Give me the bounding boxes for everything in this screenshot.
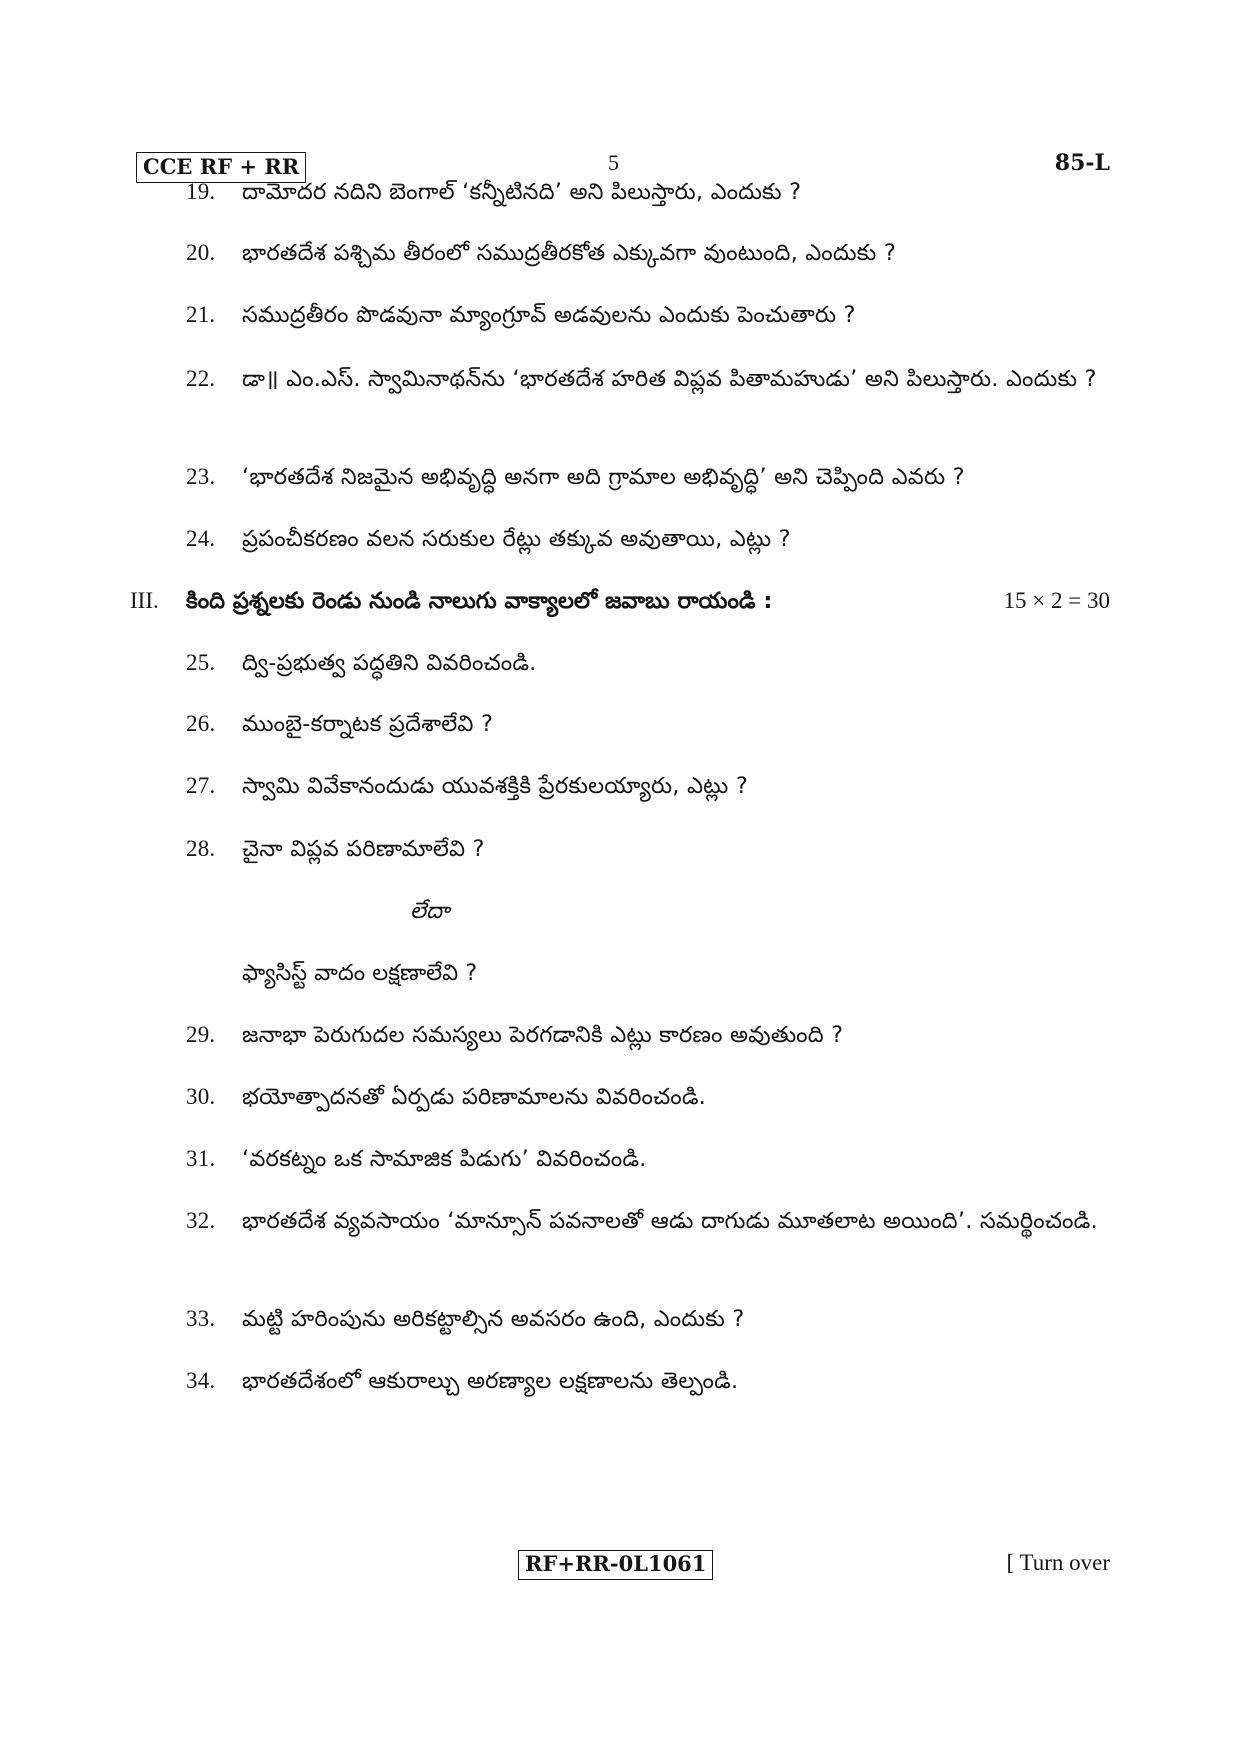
question-text: భారతదేశంలో ఆకురాల్చు అరణ్యాల లక్షణాలను తెల్పండి. [242,1368,739,1394]
question-33 [186,1301,1110,1337]
question-text: స్వామి వివేకానందుడు యువశక్తికి ప్రేరకులయ్యారు, ఎట్లు ? [242,773,749,799]
question-32 [186,1203,1110,1239]
question-20 [186,235,1110,271]
question-21 [186,297,1110,333]
section-iii-heading [130,583,1110,619]
question-26 [186,706,1110,742]
question-text: చైనా విప్లవ పరిణామాలేవి ? [242,836,485,862]
question-31 [186,1141,1110,1177]
question-number: 23. [186,464,216,489]
question-number: 30. [186,1084,216,1109]
question-text: డా॥ ఎం.ఎస్. స్వామినాథన్‌ను ‘భారతదేశ హరిత విప్లవ పితామహుడు’ అని పిలుస్తారు. ఎందుకు ? [242,366,1097,392]
question-text: భారతదేశ పశ్చిమ తీరంలో సముద్రతీరకోత ఎక్కువగా వుంటుంది, ఎందుకు ? [242,240,896,266]
question-text: ‘భారతదేశ నిజమైన అభివృద్ధి అనగా అది గ్రామాల అభివృద్ధి’ అని చెప్పింది ఎవరు ? [242,464,965,490]
question-28-alternative: ఫ్యాసిస్ట్ వాదం లక్షణాలేవి ? [242,960,478,986]
question-number: 25. [186,650,216,675]
question-text: ‘వరకట్నం ఒక సామాజిక పిడుగు’ వివరించండి. [242,1146,647,1172]
question-text: మట్టి హరింపును అరికట్టాల్సిన అవసరం ఉంది, ఎందుకు ? [242,1306,745,1332]
question-text: ప్రపంచీకరణం వలన సరుకుల రేట్లు తక్కువ అవుతాయి, ఎట్లు ? [242,526,791,552]
question-number: 34. [186,1368,216,1393]
question-text: భారతదేశ వ్యవసాయం ‘మాన్సూన్ పవనాలతో ఆడు దాగుడు మూతలాట అయింది’. సమర్థించండి. [242,1208,1098,1234]
section-marks: 15 × 2 = 30 [1003,588,1110,613]
question-text: సముద్రతీరం పొడవునా మ్యాంగ్రూవ్ అడవులను ఎందుకు పెంచుతారు ? [242,302,856,328]
question-30 [186,1079,1110,1115]
question-29 [186,1017,1110,1053]
section-instruction: కింది ప్రశ్నలకు రెండు నుండి నాలుగు వాక్యాలలో జవాబు రాయండి : [186,588,773,614]
question-number: 32. [186,1208,216,1233]
question-text: భయోత్పాదనతో ఏర్పడు పరిణామాలను వివరించండి. [242,1084,707,1110]
question-25 [186,645,1110,681]
question-19 [186,174,1110,210]
question-number: 19. [186,179,216,204]
paper-code: 85-L [1054,150,1110,176]
question-34 [186,1363,1110,1399]
question-text: దామోదర నదిని బెంగాల్ ‘కన్నీటినది’ అని పిలుస్తారు, ఎందుకు ? [242,179,802,205]
section-numeral: III. [130,588,159,613]
or-label: లేదా [410,898,450,924]
question-number: 28. [186,836,216,861]
question-text: ముంబై-కర్నాటక ప్రదేశాలేవి ? [242,711,494,737]
question-24 [186,521,1110,557]
turn-over-note: [ Turn over [1006,1550,1110,1575]
question-number: 24. [186,526,216,551]
page-number: 5 [608,150,619,175]
question-number: 27. [186,773,216,798]
question-number: 31. [186,1146,216,1171]
question-number: 20. [186,240,216,265]
question-23 [186,459,1110,495]
question-text: ద్వి-ప్రభుత్వ పద్ధతిని వివరించండి. [242,650,537,676]
question-number: 26. [186,711,216,736]
footer-paper-code: RF+RR-0L1061 [518,1550,713,1580]
question-text: జనాభా పెరుగుదల సమస్యలు పెరగడానికి ఎట్లు కారణం అవుతుంది ? [242,1022,844,1048]
question-number: 33. [186,1306,216,1331]
question-28 [186,831,1110,867]
question-number: 21. [186,302,216,327]
question-number: 29. [186,1022,216,1047]
question-number: 22. [186,366,216,391]
question-22 [186,361,1110,397]
header-exam-code: CCE RF + RR [136,152,306,183]
question-27 [186,768,1110,804]
